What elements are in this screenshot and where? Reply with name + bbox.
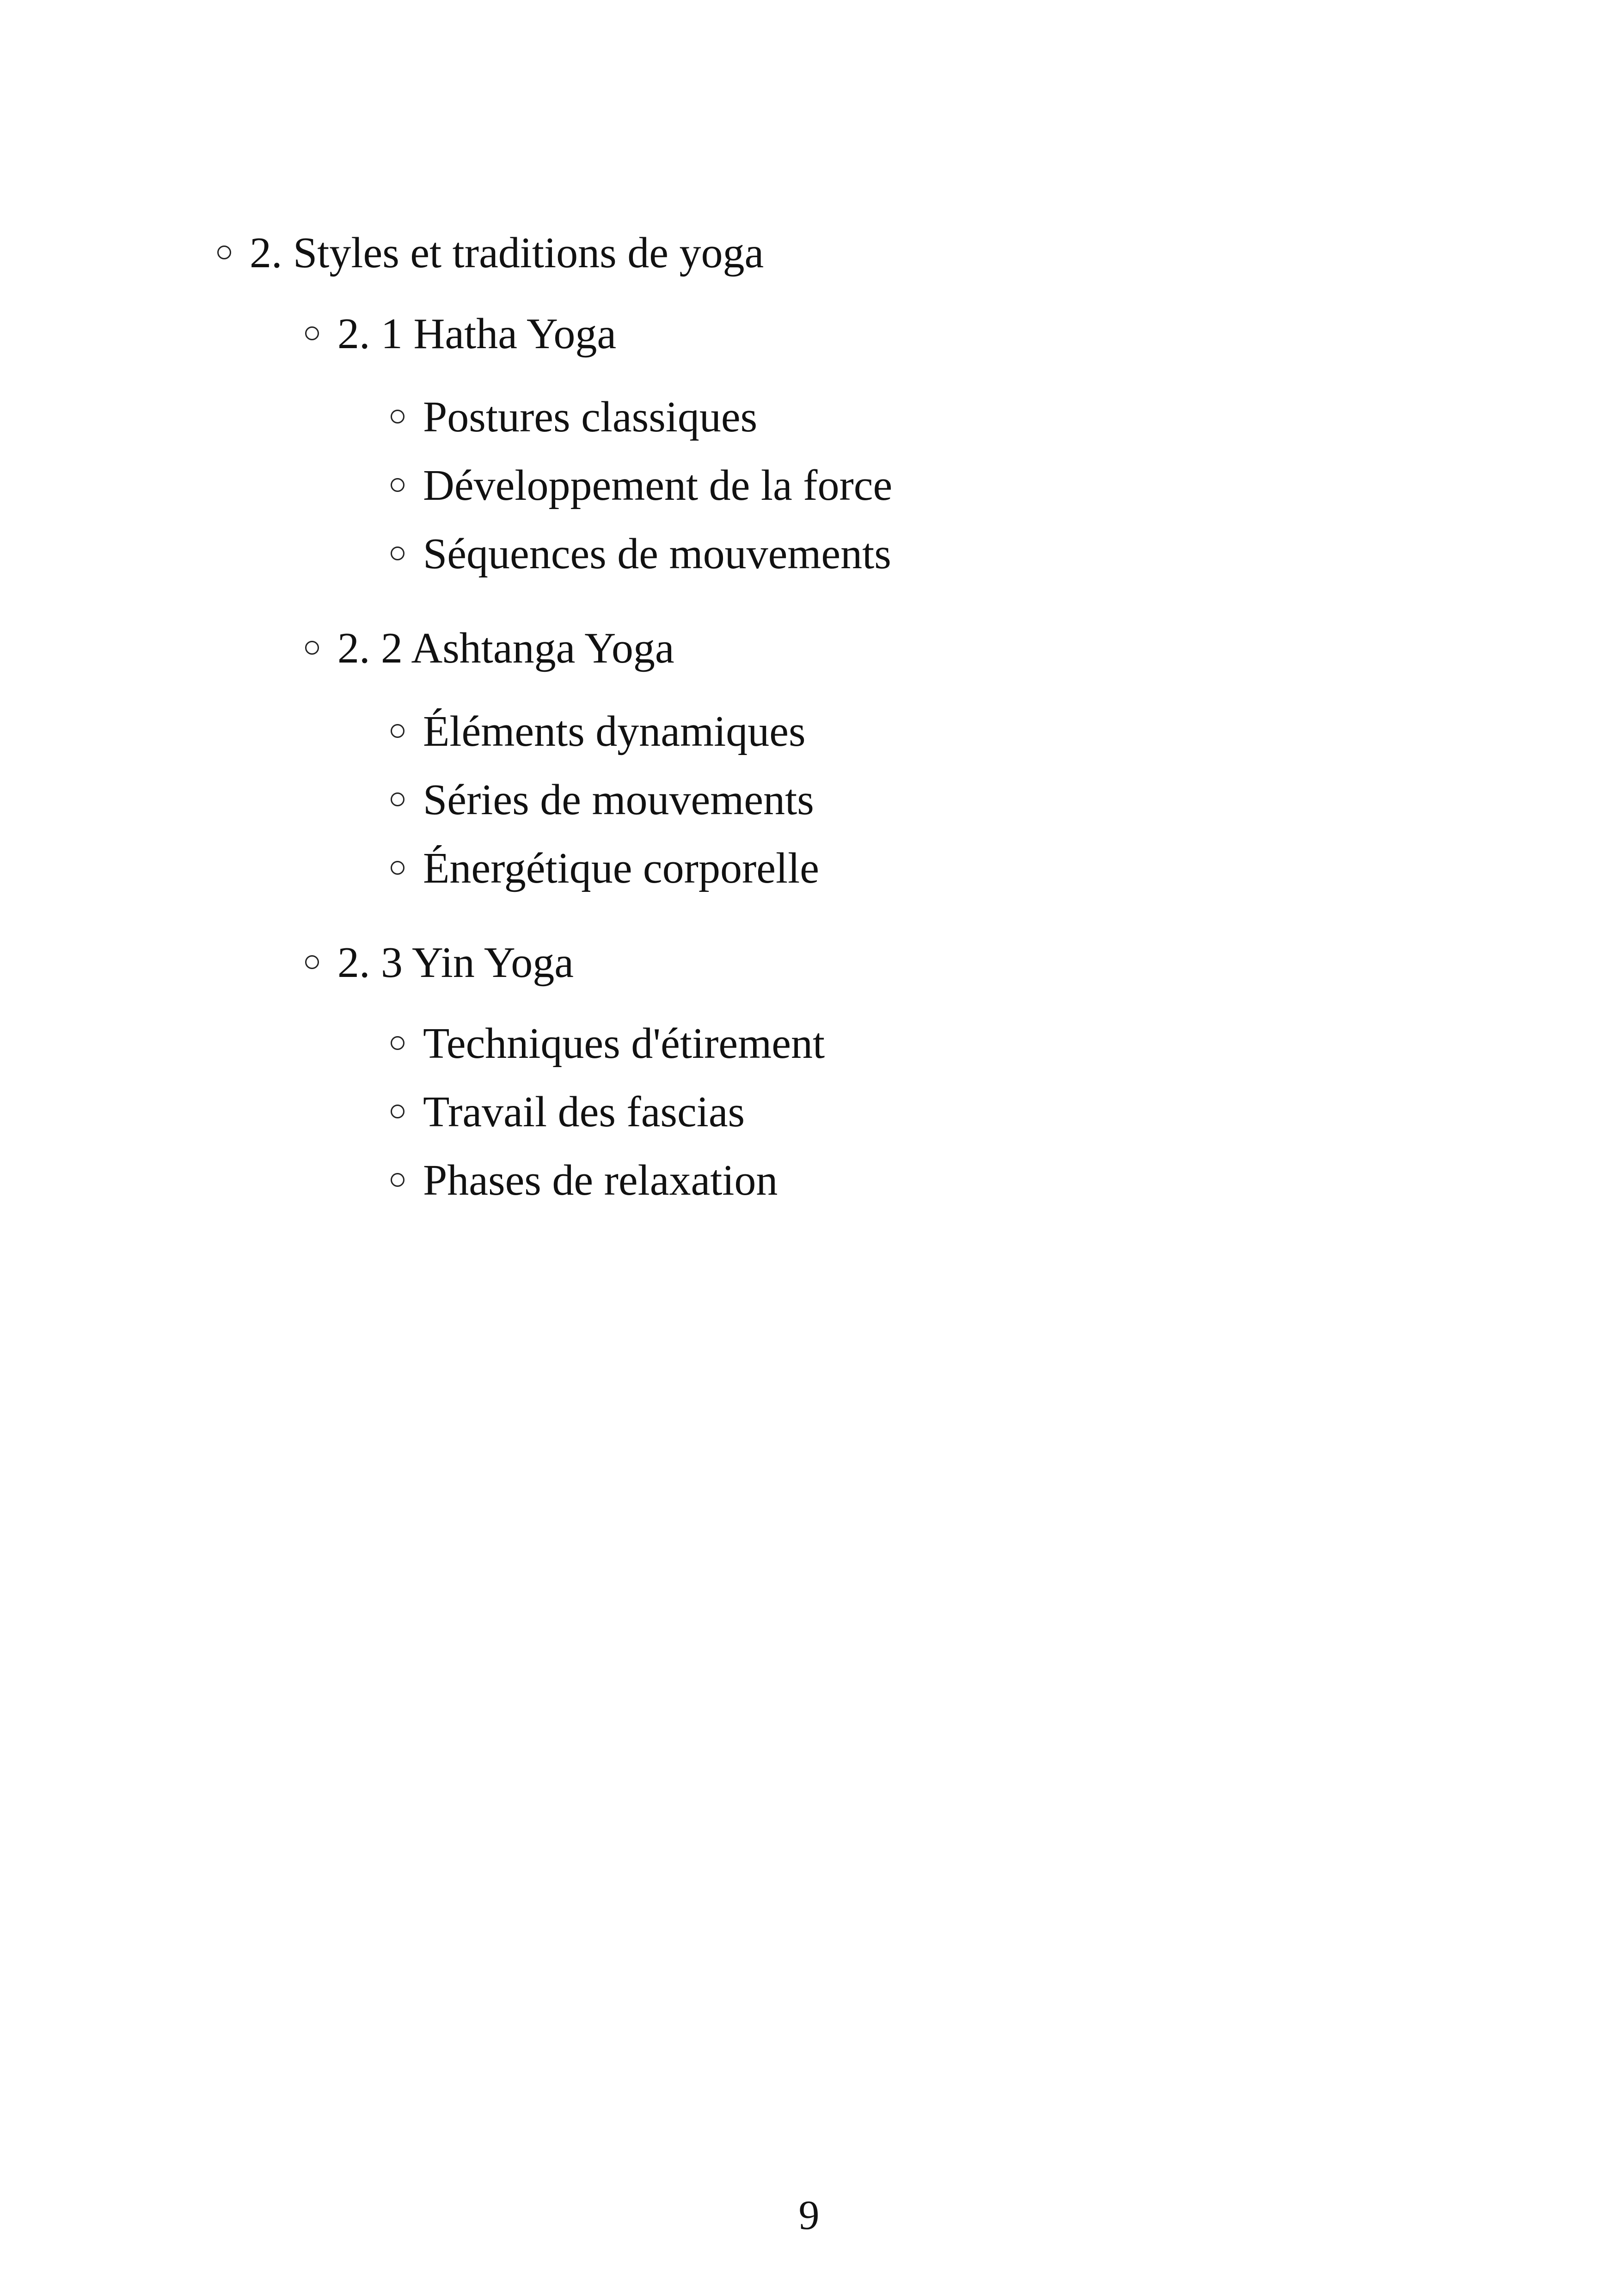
subsection-title: 2. 3 Yin Yoga [337,939,574,987]
section-title: 2. Styles et traditions de yoga [250,229,764,277]
outline-item [391,532,891,576]
hollow-bullet-icon [305,326,319,340]
subsection-title: 2. 1 Hatha Yoga [337,310,617,358]
hollow-bullet-icon [391,792,404,806]
outline-item [391,1156,778,1204]
hollow-bullet-icon [391,546,404,560]
subsection-title: 2. 2 Ashtanga Yoga [337,624,674,672]
outline-item [391,778,814,822]
item-label: Séries de mouvements [423,776,814,824]
outline-section [217,231,764,275]
hollow-bullet-icon [391,410,404,424]
hollow-bullet-icon [217,246,231,259]
item-label: Énergétique corporelle [423,844,819,892]
hollow-bullet-icon [391,1105,404,1118]
hollow-bullet-icon [391,1036,404,1050]
hollow-bullet-icon [391,724,404,738]
outline-item [391,461,893,510]
outline-item [391,707,806,755]
item-label: Postures classiques [423,393,758,441]
outline-item [391,1090,745,1134]
hollow-bullet-icon [305,641,319,655]
item-label: Séquences de mouvements [423,530,891,578]
outline-item [391,844,819,892]
hollow-bullet-icon [305,955,319,969]
page-number: 9 [798,2192,820,2238]
outline-item [391,1019,825,1068]
outline-subsection [305,939,574,987]
outline-subsection [305,312,616,356]
hollow-bullet-icon [391,861,404,875]
outline-item [391,395,757,439]
item-label: Travail des fascias [423,1088,745,1136]
item-label: Phases de relaxation [423,1156,778,1204]
item-label: Développement de la force [423,461,893,510]
outline-subsection [305,626,674,670]
item-label: Éléments dynamiques [423,707,806,755]
item-label: Techniques d'étirement [423,1019,825,1068]
hollow-bullet-icon [391,1173,404,1187]
hollow-bullet-icon [391,478,404,492]
